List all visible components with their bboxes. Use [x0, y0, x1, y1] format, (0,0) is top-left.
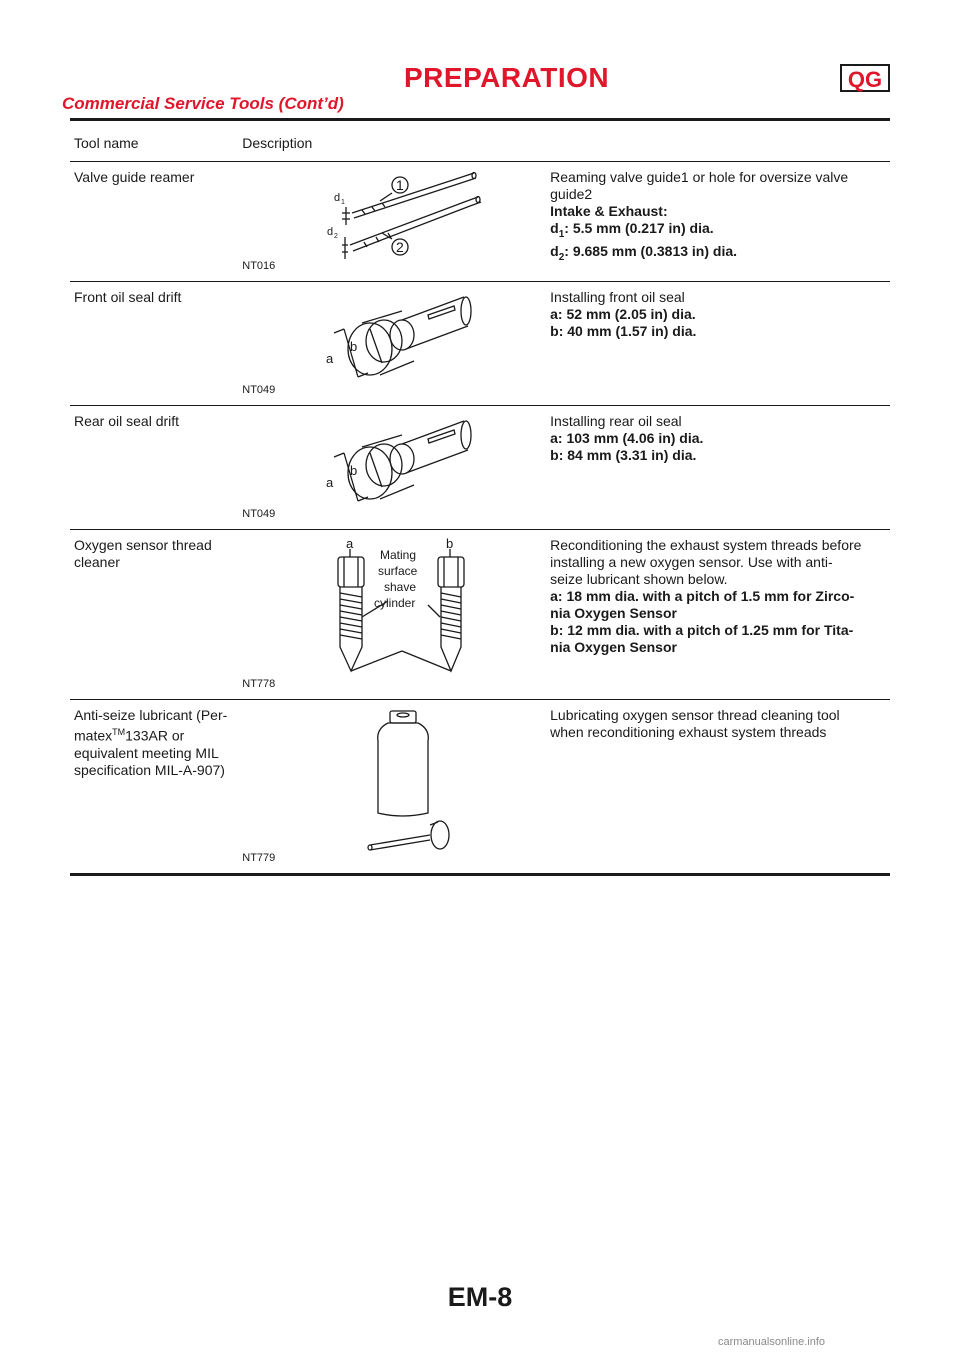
- table-row: [70, 700, 890, 875]
- col-tool-name: Tool name: [74, 135, 139, 151]
- watermark: carmanualsonline.info: [718, 1336, 826, 1348]
- tool-illustration-cell: [238, 162, 546, 282]
- page-title: PREPARATION: [404, 62, 610, 93]
- svg-text:b: b: [350, 463, 358, 478]
- top-rule: [70, 118, 890, 121]
- tool-illustration: [242, 707, 542, 867]
- svg-text:1: 1: [396, 177, 405, 193]
- tool-illustration: [242, 169, 542, 275]
- section-badge: QG: [840, 64, 890, 92]
- tool-name: Rear oil seal drift: [74, 413, 180, 429]
- tools-table: [70, 128, 890, 876]
- svg-text:2: 2: [396, 239, 405, 255]
- tool-illustration-cell: [238, 406, 546, 530]
- tool-description: Lubricating oxygen sensor thread cleaning tool when reconditioning exhaust system threads: [550, 707, 840, 740]
- svg-text:Mating: Mating: [380, 548, 417, 562]
- table-row: [70, 530, 890, 700]
- tool-illustration-cell: [238, 282, 546, 406]
- table-row: [70, 406, 890, 530]
- tool-description: Reaming valve guide1 or hole for oversize valve guide2 Intake & Exhaust: $d_1$: 5.5 mm (0.217 in) dia. $d_2$: 9.685 mm (0.3813 in) dia.: [550, 169, 849, 263]
- tool-description: Installing rear oil seal a: 103 mm (4.06 in) dia. b: 84 mm (3.31 in) dia.: [550, 413, 704, 463]
- front-oil-seal-drift-illustration: [242, 289, 542, 385]
- tool-name: Oxygen sensor thread cleaner: [74, 537, 212, 570]
- tool-illustration: [242, 537, 542, 693]
- tool-description: Reconditioning the exhaust system threads before installing a new oxygen sensor. Use with anti- seize lubricant shown below. a: 18 mm dia. with a pitch of 1.5 mm for Zirco- nia Oxygen Sensor b: 12 mm dia. with a pitch of 1.25 mm for Tita- nia Oxygen Sensor: [550, 537, 862, 655]
- tool-illustration: [242, 289, 542, 399]
- svg-text:cylinder: cylinder: [374, 596, 416, 610]
- illustration-code: NT778: [242, 678, 276, 690]
- tool-description: Installing front oil seal a: 52 mm (2.05 in) dia. b: 40 mm (1.57 in) dia.: [550, 289, 697, 339]
- svg-text:surface: surface: [378, 564, 418, 578]
- illustration-code: NT779: [242, 852, 276, 864]
- tool-name: Front oil seal drift: [74, 289, 182, 305]
- tool-name: Anti-seize lubricant (Per- matex™133AR or equivalent meeting MIL specification MIL-A-907): [74, 707, 228, 778]
- tool-illustration-cell: [238, 530, 546, 700]
- anti-seize-lubricant-illustration: [242, 707, 542, 855]
- illustration-code: NT016: [242, 260, 276, 272]
- tool-illustration: [242, 413, 542, 523]
- tool-name: Valve guide reamer: [74, 169, 195, 185]
- svg-text:b: b: [350, 339, 358, 354]
- svg-text:d: d: [334, 192, 341, 204]
- svg-text:a: a: [326, 475, 334, 490]
- valve-guide-reamer-illustration: [242, 169, 542, 263]
- svg-text:1: 1: [341, 199, 346, 206]
- svg-text:b: b: [446, 537, 454, 551]
- svg-text:2: 2: [334, 233, 339, 240]
- illustration-code: NT049: [242, 508, 276, 520]
- table-row: [70, 282, 890, 406]
- col-description: Description: [242, 135, 313, 151]
- illustration-code: NT049: [242, 384, 276, 396]
- svg-text:shave: shave: [384, 580, 417, 594]
- table-header-row: [70, 128, 890, 162]
- svg-text:d: d: [327, 226, 334, 238]
- svg-text:a: a: [346, 537, 354, 551]
- page-subtitle: Commercial Service Tools (Cont’d): [62, 94, 344, 113]
- tool-illustration-cell: [238, 700, 546, 875]
- oxygen-sensor-thread-cleaner-illustration: [242, 537, 542, 679]
- rear-oil-seal-drift-illustration: [242, 413, 542, 509]
- svg-text:a: a: [326, 351, 334, 366]
- table-row: [70, 162, 890, 282]
- page-number: EM-8: [447, 1282, 513, 1312]
